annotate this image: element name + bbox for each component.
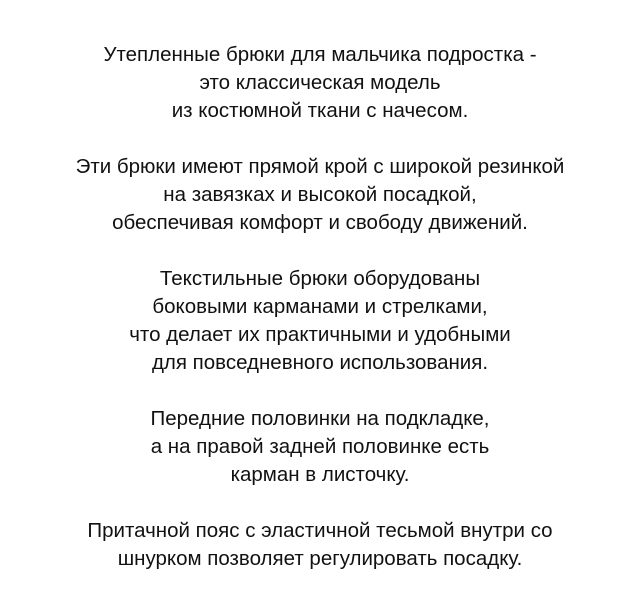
text-line: карман в листочку. [230, 463, 410, 486]
text-line: Притачной пояс с эластичной тесьмой внутри со [87, 519, 553, 542]
text-line: Передние половинки на подкладке, [150, 407, 490, 430]
paragraph-pockets [0, 265, 640, 377]
text-line: из костюмной ткани с начесом. [171, 99, 469, 122]
text-line: шнурком позволяет регулировать посадку. [117, 547, 523, 570]
paragraph-intro [0, 41, 640, 125]
text-line: боковыми карманами и стрелками, [152, 295, 488, 318]
text-line: обеспечивая комфорт и свободу движений. [112, 211, 528, 234]
text-line: Эти брюки имеют прямой крой с широкой резинкой [75, 155, 565, 178]
text-line: на завязках и высокой посадкой, [163, 183, 477, 206]
text-line: Текстильные брюки оборудованы [159, 267, 481, 290]
paragraph-lining [0, 405, 640, 489]
paragraph-cut [0, 153, 640, 237]
paragraph-waistband [0, 517, 640, 573]
text-line: что делает их практичными и удобными [129, 323, 511, 346]
text-line: это классическая модель [199, 71, 441, 94]
product-description [0, 41, 640, 573]
text-line: а на правой задней половинке есть [150, 435, 490, 458]
text-line: Утепленные брюки для мальчика подростка - [103, 43, 537, 66]
text-line: для повседневного использования. [151, 351, 489, 374]
